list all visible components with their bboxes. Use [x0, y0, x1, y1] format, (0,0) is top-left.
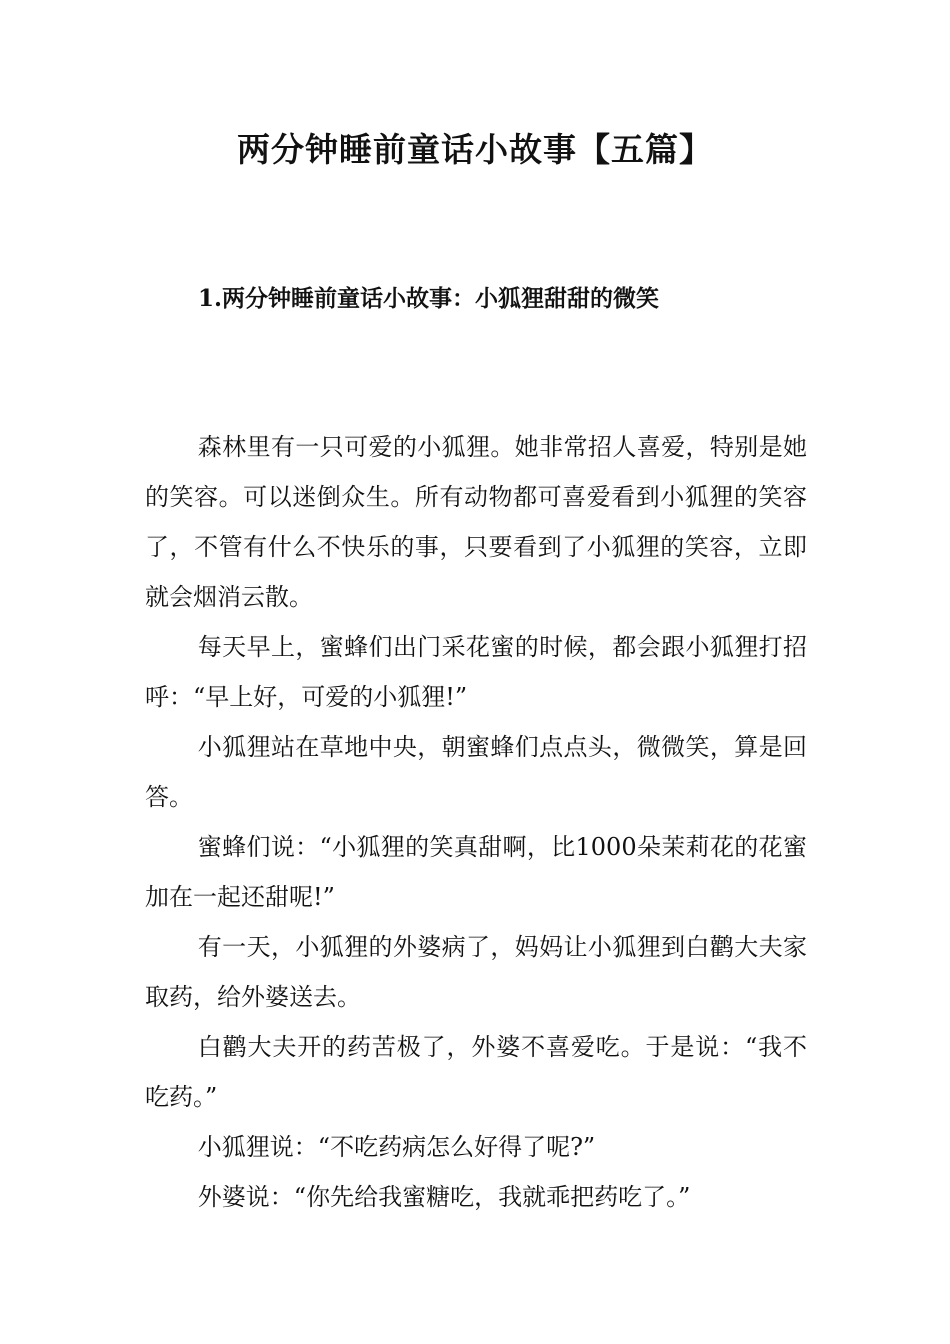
- paragraph: 白鹳大夫开的药苦极了，外婆不喜爱吃。于是说：“我不吃药。”: [145, 1033, 807, 1111]
- section-heading: 1.两分钟睡前童话小故事：小狐狸甜甜的微笑: [198, 285, 660, 312]
- paragraph: 外婆说：“你先给我蜜糖吃，我就乖把药吃了。”: [197, 1183, 691, 1211]
- paragraph: 小狐狸站在草地中央，朝蜜蜂们点点头，微微笑，算是回答。: [145, 733, 807, 811]
- paragraph: 小狐狸说：“不吃药病怎么好得了呢?”: [197, 1133, 596, 1161]
- paragraph: 蜜蜂们说：“小狐狸的笑真甜啊，比1000朵茉莉花的花蜜加在一起还甜呢!”: [145, 833, 807, 911]
- story-body: [145, 422, 807, 1222]
- document-title: 两分钟睡前童话小故事【五篇】: [237, 130, 713, 169]
- paragraph: 有一天，小狐狸的外婆病了，妈妈让小狐狸到白鹳大夫家取药，给外婆送去。: [145, 933, 807, 1011]
- paragraph: 森林里有一只可爱的小狐狸。她非常招人喜爱，特别是她的笑容。可以迷倒众生。所有动物都可喜爱看到小狐狸的笑容了，不管有什么不快乐的事，只要看到了小狐狸的笑容，立即就会烟消云散。: [145, 433, 807, 611]
- paragraph: 每天早上，蜜蜂们出门采花蜜的时候，都会跟小狐狸打招呼：“早上好，可爱的小狐狸!”: [145, 633, 807, 711]
